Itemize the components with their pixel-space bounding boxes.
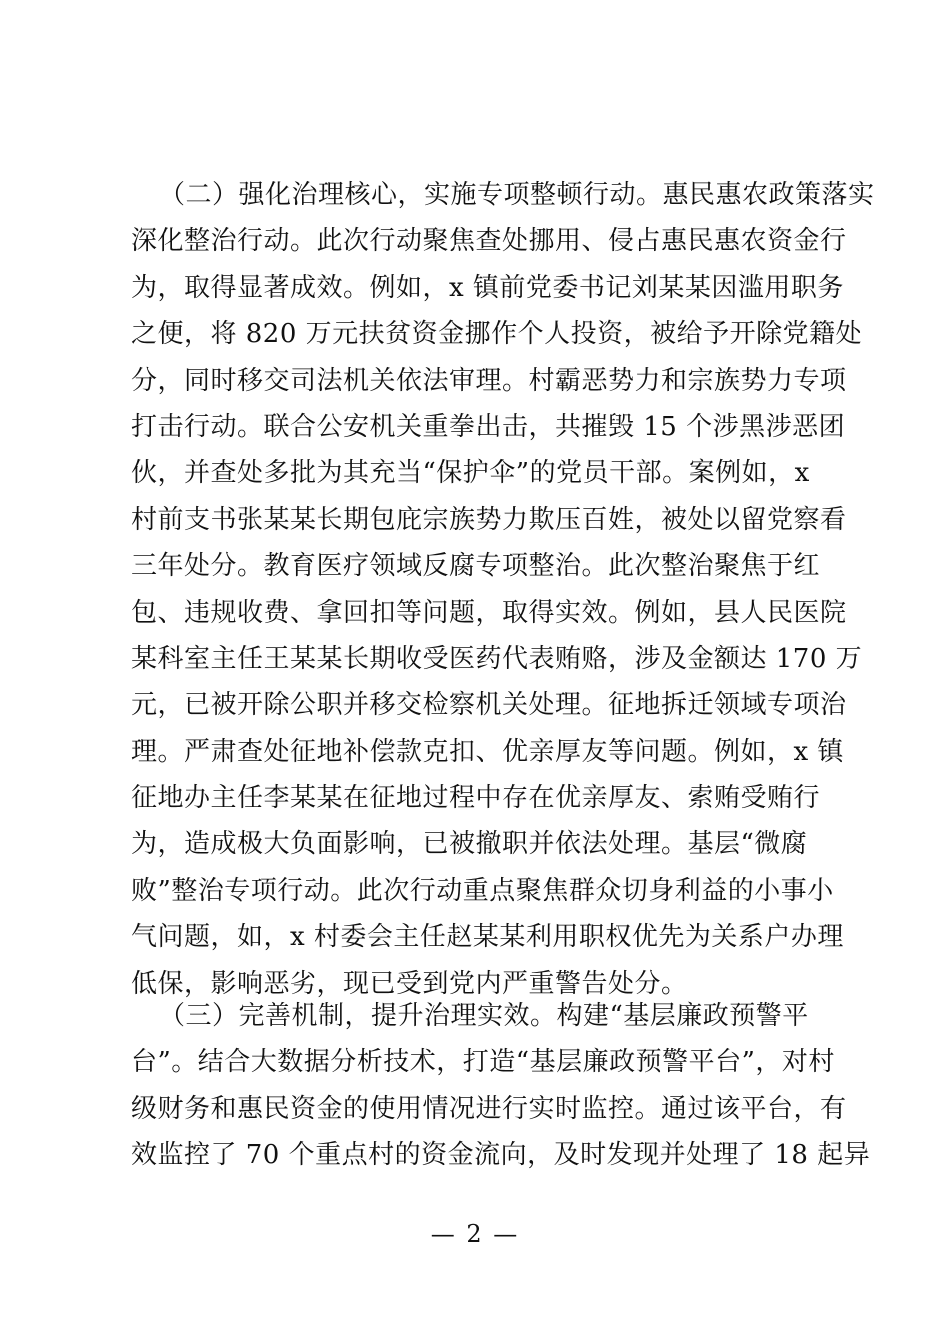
text-line: 台”。结合大数据分析技术，打造“基层廉政预警平台”，对村	[131, 1047, 835, 1078]
text-line: 某科室主任王某某长期收受医药代表贿赂，涉及金额达 170 万	[131, 643, 863, 674]
text-line: 效监控了 70 个重点村的资金流向，及时发现并处理了 18 起异	[131, 1140, 871, 1171]
text-line: 元，已被开除公职并移交检察机关处理。征地拆迁领域专项治	[131, 690, 847, 721]
text-line: 为，造成极大负面影响，已被撤职并依法处理。基层“微腐	[131, 829, 808, 860]
text-line: （三）完善机制，提升治理实效。构建“基层廉政预警平	[159, 1001, 809, 1031]
page-number: — 2 —	[430, 1220, 520, 1248]
text-line: 三年处分。教育医疗领域反腐专项整治。此次整治聚焦于红	[131, 551, 821, 582]
paragraph-mechanism-improvement	[131, 993, 871, 1179]
text-line: 低保，影响恶劣，现已受到党内严重警告处分。	[131, 968, 688, 999]
text-line: 之便，将 820 万元扶贫资金挪作个人投资，被给予开除党籍处	[131, 319, 863, 350]
text-line: （二）强化治理核心，实施专项整顿行动。惠民惠农政策落实	[159, 180, 875, 210]
paragraph-governance-actions	[131, 172, 875, 1007]
text-line: 打击行动。联合公安机关重拳出击，共摧毁 15 个涉黑涉恶团	[131, 411, 846, 442]
text-line: 包、违规收费、拿回扣等问题，取得实效。例如，县人民医院	[131, 597, 847, 628]
text-line: 级财务和惠民资金的使用情况进行实时监控。通过该平台，有	[131, 1093, 847, 1124]
text-line: 伙，并查处多批为其充当“保护伞”的党员干部。案例如，x	[131, 458, 810, 489]
text-line: 深化整治行动。此次行动聚焦查处挪用、侵占惠民惠农资金行	[131, 226, 847, 257]
text-line: 败”整治专项行动。此次行动重点聚焦群众切身利益的小事小	[131, 875, 834, 906]
text-line: 分，同时移交司法机关依法审理。村霸恶势力和宗族势力专项	[131, 365, 847, 396]
text-line: 为，取得显著成效。例如，x 镇前党委书记刘某某因滥用职务	[131, 272, 844, 303]
text-line: 理。严肃查处征地补偿款克扣、优亲厚友等问题。例如，x 镇	[131, 736, 844, 767]
text-line: 村前支书张某某长期包庇宗族势力欺压百姓，被处以留党察看	[131, 504, 847, 535]
text-line: 气问题，如，x 村委会主任赵某某利用职权优先为关系户办理	[131, 922, 844, 953]
text-line: 征地办主任李某某在征地过程中存在优亲厚友、索贿受贿行	[131, 783, 821, 814]
